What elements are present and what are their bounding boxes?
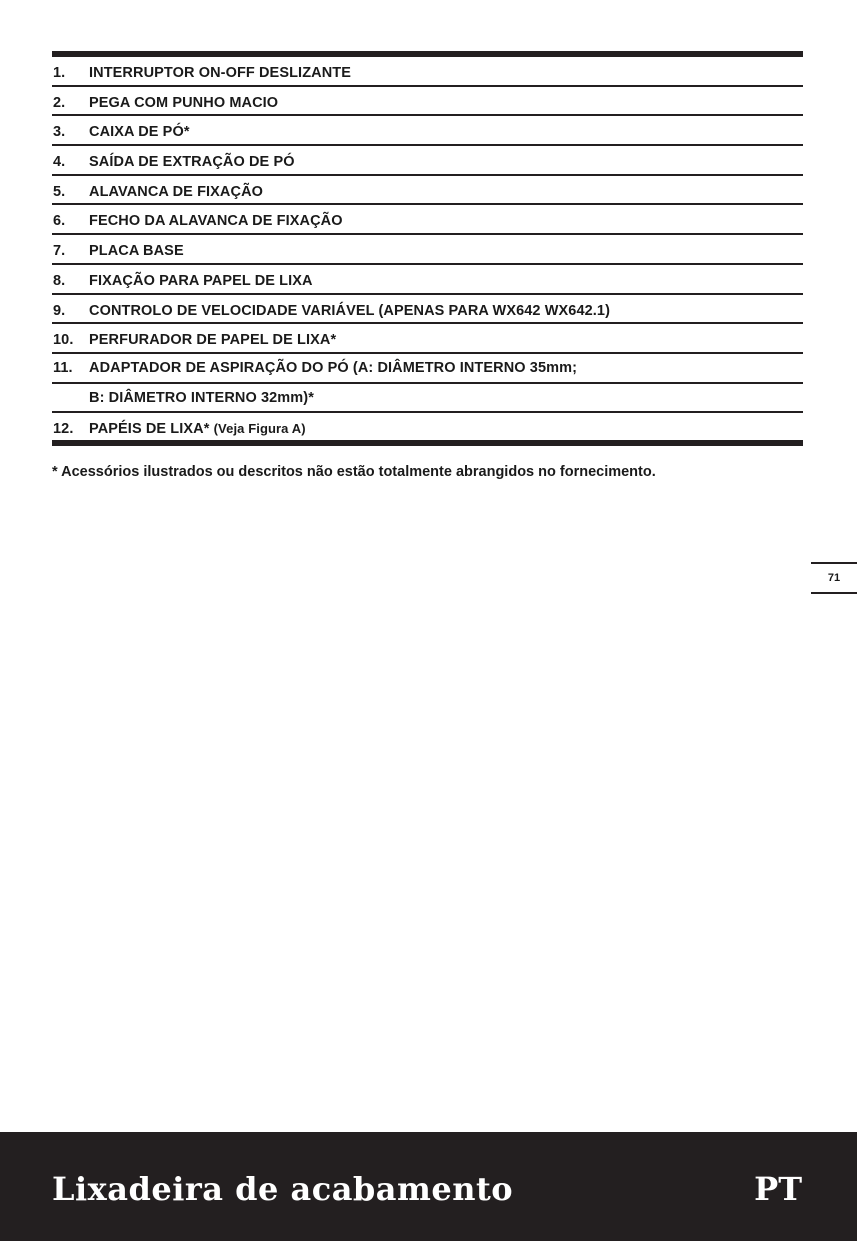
part-row	[52, 146, 803, 176]
part-label-line2: B: DIÂMETRO INTERNO 32mm)*	[89, 389, 314, 406]
part-label: PLACA BASE	[89, 243, 184, 260]
part-number: 5.	[53, 183, 66, 200]
part-number: 9.	[53, 302, 66, 319]
part-label: FECHO DA ALAVANCA DE FIXAÇÃO	[89, 213, 343, 230]
footnote: * Acessórios ilustrados ou descritos não estão totalmente abrangidos no fornecimento.	[52, 464, 656, 480]
part-row	[52, 413, 803, 446]
part-number: 3.	[53, 124, 66, 141]
part-number: 8.	[53, 272, 66, 289]
part-number: 4.	[53, 154, 66, 171]
part-label: INTERRUPTOR ON-OFF DESLIZANTE	[89, 65, 352, 81]
part-number: 10.	[53, 332, 74, 349]
part-row	[52, 176, 803, 206]
part-number: 6.	[53, 213, 66, 230]
footer-bar	[0, 1132, 857, 1241]
part-number: 1.	[53, 65, 66, 81]
part-number: 2.	[53, 94, 66, 111]
part-label: PEGA COM PUNHO MACIO	[89, 94, 279, 111]
page-number-text: 71	[827, 572, 841, 584]
part-label-line1: ADAPTADOR DE ASPIRAÇÃO DO PÓ (A: DIÂMETRO INTERNO 35mm;	[52, 354, 803, 384]
part-row	[52, 57, 803, 87]
part-label-main: PAPÉIS DE LIXA*	[89, 421, 210, 438]
part-row	[52, 87, 803, 117]
part-label	[89, 354, 803, 413]
part-number: 11.	[53, 359, 73, 376]
part-label: PERFURADOR DE PAPEL DE LIXA*	[89, 332, 337, 349]
part-row	[52, 295, 803, 325]
part-label: ALAVANCA DE FIXAÇÃO	[89, 183, 264, 200]
part-label	[89, 421, 803, 437]
part-label: CAIXA DE PÓ*	[89, 124, 190, 141]
part-row	[52, 354, 803, 413]
part-number: 7.	[53, 243, 66, 260]
language-code: PT	[754, 1170, 802, 1208]
part-row	[52, 235, 803, 265]
part-row	[52, 265, 803, 295]
page-number	[811, 562, 857, 594]
part-row	[52, 205, 803, 235]
footer-title: Lixadeira de acabamento	[52, 1170, 514, 1208]
part-label-extra: (Veja Figura A)	[213, 421, 306, 437]
part-number: 12.	[53, 421, 74, 438]
part-label: FIXAÇÃO PARA PAPEL DE LIXA	[89, 272, 313, 289]
part-label: CONTROLO DE VELOCIDADE VARIÁVEL (APENAS PARA WX642 WX642.1)	[89, 302, 610, 319]
part-label: SAÍDA DE EXTRAÇÃO DE PÓ	[89, 154, 295, 171]
part-row	[52, 116, 803, 146]
parts-list	[52, 51, 803, 446]
part-row	[52, 324, 803, 354]
